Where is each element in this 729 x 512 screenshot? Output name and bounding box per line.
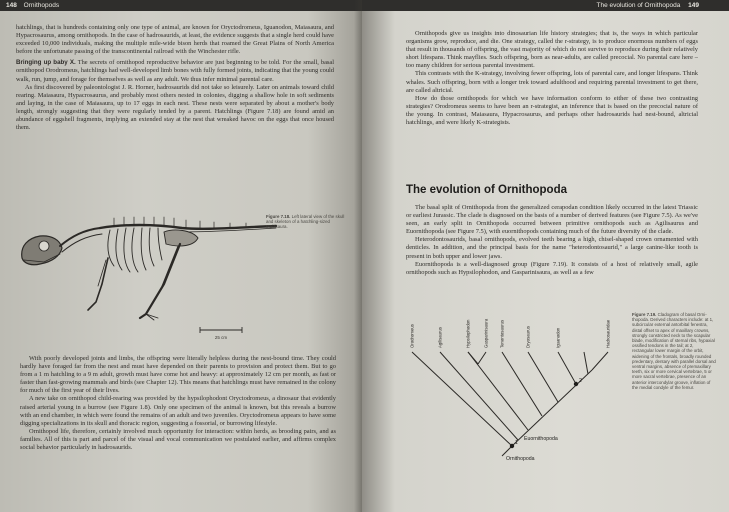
- runin-heading: Bringing up baby X.: [16, 59, 76, 67]
- cladogram-taxon-label: Gasparinisaura: [483, 318, 489, 348]
- para-life-history: Ornithopods give us insights into dinosaurian life history strategies; that is, the ways in which particular organisms grow, reproduce, and die. One strategy, called the r-strategy, is to produce enormous numbers of eggs that result in thousands of offspring, the vast majority of which do not survive to reproduce during their relatively short lifespans. Think mayflies. Such offspring, born as near-adults, are called precocial. No parental care here – too many children for serious parental investment.: [406, 30, 698, 70]
- para-basal-split: The basal split of Ornithopoda from the generalized cerapodan condition likely occurred in the latest Triassic or earliest Jurassic. The clade is diagnosed on the basis of a number of derived features (see Figure 7.5). As we've seen, an early split in Ornithopoda occurred between primitive ornithopods such as Agilisaurus and Euornithopoda (see Figure 7.5), with euornithopods containing much of the future diversity of the clade.: [406, 204, 698, 236]
- euornithopoda-label: Euornithopoda: [524, 436, 558, 442]
- left-running-header: [0, 0, 362, 11]
- left-running-title: Ornithopods: [23, 2, 60, 9]
- cladogram-figure: [382, 312, 632, 462]
- cladogram-taxon-label: Dryosaurus: [525, 326, 531, 348]
- left-page: [0, 0, 362, 512]
- left-top-text: [16, 24, 334, 132]
- right-running-header: [362, 0, 729, 11]
- para-k-strategy: This contrasts with the K-strategy, involving fewer offspring, lots of parental care, and longer lifespans. Think whales. Such offspring, born with a longer trek toward adulthood and requiring parental investment to get there, are called altricial.: [406, 70, 698, 94]
- para-hatchling-herds: hatchlings, that is hundreds containing only one type of animal, are known for Oryctodromeus, Iguanodon, Maiasaura, and Hypacrosaurus, among ornithopods. In the case of hadrosaurids, at least, the evidence suggests that a single herd could have exceeded 10,000 individuals, making the multiple mile-wide bison herds that roamed the Great Plains of North America before the unfortunate passing of the transcontinental railroad with the Winchester rifle.: [16, 24, 334, 56]
- right-running-title: The evolution of Ornithopoda: [596, 2, 681, 9]
- right-top-text: [406, 30, 698, 127]
- para-social-behavior: Ornithopod life, therefore, certainly involved much opportunity for interaction: within herds, as brooding pairs, and as families. All of this is part and parcel of the visual and vocal communication we postulated earlier, and affirms complex social behavior particularly in hadrosaurids.: [20, 427, 336, 452]
- para-strategies: How do those ornithopods for which we have information conform to either of these two contrasting strategies? Orodromeus seems to have been an r-strategist, an inference that is based on the precocial nature of the young. In contrast, Maiasaura, Hypacrosaurus, and perhaps other hadrosaurids had nest-bound, altricial hatchlings, and were likely K-strategists.: [406, 94, 698, 127]
- figure-7-18-caption: [266, 214, 346, 230]
- left-page-number: 148: [6, 2, 17, 9]
- right-middle-text: [406, 204, 698, 277]
- cladogram-taxon-label: Tenontosaurus: [499, 319, 505, 348]
- node-1-marker: [510, 444, 514, 448]
- para-oryctodromeus: A new take on ornithopod child-rearing was provided by the hypsilophodont Oryctodromeus, a dinosaur that evidently raised arterial young in a burrow (see Figure 1.8). Only one specimen of the animal is known, but this reveals a burrow with an end chamber, in which were found the remains of an adult and two juveniles. Oryctodromeus appears to have some digging specializations in its skull and thoracic region, suggesting a fossorial, or burrowing lifestyle.: [20, 395, 336, 427]
- cladogram-taxon-label: Orodromeus: [409, 324, 415, 348]
- para-horner: As first discovered by paleontologist J. R. Horner, hadrosaurids did not take so leisurely. Later on animals toward child rearing. Maiasaura, Hypacrosaurus, and probably most others nested in colonies, digging a shallow hole in soft sediments and laying, in the case of Maiasaura, up to 17 eggs in each nest. These nests were separated by about a mother's body length, strongly suggesting that they were regularly tended by a parent. Hatchlings (Figure 7.18) are found amid an abundance of eggshell fragments, implying an extended stay at the nest that wreaked havoc on the eggs that once housed them.: [16, 83, 334, 132]
- figure-7-19-text: Cladogram of basal Ornithopoda. Derived characters include: at 1, subcircular external antorbital fenestra, distal offset to apex of maxillary crowns, strongly constricted neck to the scapular blade, modification of sternal ribs, hypaxial ossified tendons in the tail; at 2, rectangular lower margin of the orbit, widening of the frontals, broadly rounded predentary, dentary with parallel dorsal and ventral margins, absence of premaxillary teeth, six or more cervical vertebrae, 5 or more sacral vertebrae, presence of an anterior intercondylar groove, inflation of the medial condyle of the femur.: [632, 312, 716, 390]
- figure-7-19-caption: [632, 312, 716, 390]
- cladogram-taxon-label: Agilisaurus: [437, 326, 443, 348]
- ornithopoda-label: Ornithopoda: [506, 456, 535, 462]
- para-babies-text: The secrets of ornithopod reproductive behavior are just beginning to be told. For the small, basal ornithopod Orodromeus, hatchlings had well-developed limb bones with fully formed joints, indicating that the young could walk, run, jump, and forage for themselves as well as any adult. We thus infer minimal parental care.: [16, 59, 335, 83]
- node-2-label: 2: [579, 378, 582, 384]
- cladogram-branches: [412, 352, 608, 456]
- figure-7-19-label: Figure 7.19.: [632, 312, 657, 317]
- figure-7-18-text: Left lateral view of the skull and skeleton of a hatchling-sized Maiasaura.: [266, 214, 345, 230]
- skeleton-drawing: [22, 217, 276, 320]
- para-heterodontosaurids: Heterodontosaurids, basal ornithopods, evolved teeth bearing a high, chisel-shaped crown ornamented with denticles. In addition, and the principal basis for the name "heterodontosaurid," a large canine-like tooth is present in both upper and lower jaws.: [406, 236, 698, 260]
- right-page-number: 149: [688, 2, 699, 9]
- cladogram-taxon-label: Iguanodon: [555, 327, 561, 348]
- para-euornithopoda: Euornithopoda is a well-diagnosed group (Figure 7.19). It consists of a host of relatively small, agile ornithopods such as Hypsilophodon, and Gasparinisaura, as well as a few: [406, 260, 698, 276]
- cladogram-taxon-label: Hypsilophodon: [465, 319, 471, 348]
- node-2-marker: [574, 382, 578, 386]
- cladogram-taxa: [410, 318, 611, 348]
- left-bottom-text: [20, 355, 336, 452]
- scale-bar-label: 25 cm: [214, 335, 228, 340]
- cladogram-taxon-label: Hadrosauridae: [605, 319, 611, 348]
- para-growth: With poorly developed joints and limbs, the offspring were literally helpless during the nest-bound time. They could hardly have foraged far from the nest and must have depended on their parents to provision and protect them. But to go from a 1 m hatchling to a 9 m adult, growth must have come hot and heavy: at approximately 12 cm per month, as fast or faster than fast-growing mammals and birds (see Chapter 12). This means that hatchlings must have remained in the colony for much of the first year of their lives.: [20, 355, 336, 395]
- node-1-label: 1: [515, 440, 518, 446]
- para-babies: [16, 59, 334, 83]
- right-page: [362, 0, 729, 512]
- scale-bar: [200, 327, 242, 340]
- figure-7-18-label: Figure 7.18.: [266, 214, 291, 219]
- section-heading: The evolution of Ornithopoda: [406, 184, 567, 196]
- hatchling-skeleton-figure: [14, 206, 282, 352]
